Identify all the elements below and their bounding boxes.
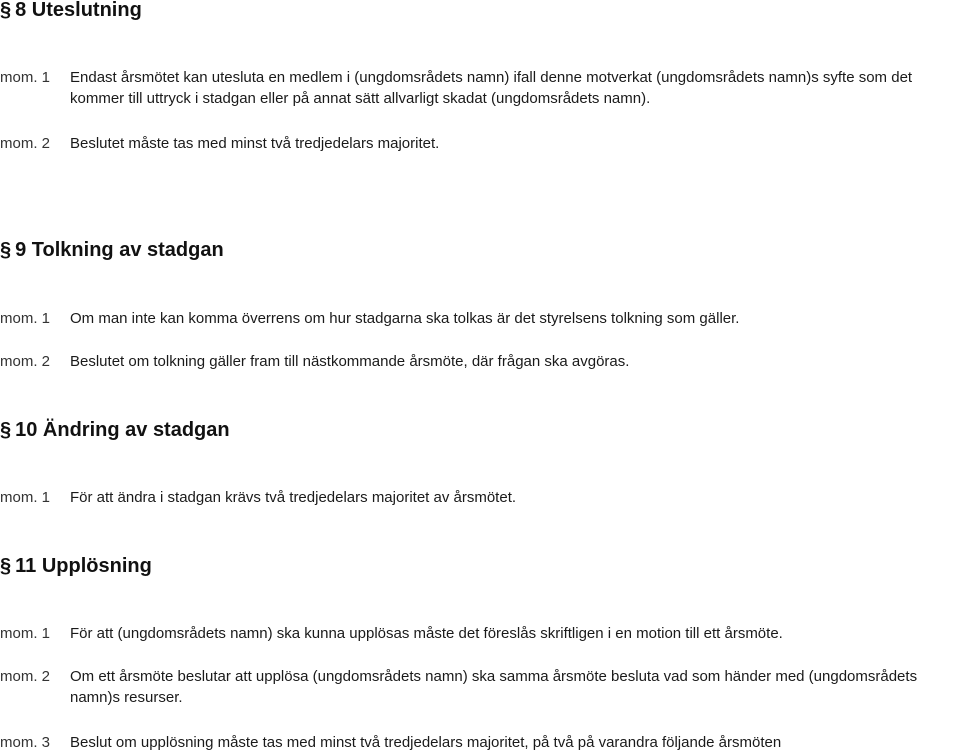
mom-label: mom. 1 (0, 310, 51, 327)
mom-label: mom. 2 (0, 668, 51, 685)
section-title: 8 Uteslutning (15, 0, 142, 21)
section-heading-9 (0, 238, 224, 262)
mom-label: mom. 3 (0, 734, 51, 751)
section-heading-8 (0, 0, 142, 22)
mom-text: För att ändra i stadgan krävs två tredjedelars majoritet av årsmötet. (70, 489, 517, 506)
mom-label: mom. 1 (0, 489, 51, 506)
section-mark: § (0, 239, 12, 261)
section-heading-10 (0, 418, 230, 442)
mom-text: Beslutet måste tas med minst två tredjedelars majoritet. (70, 135, 440, 152)
mom-text: Om man inte kan komma överrens om hur stadgarna ska tolkas är det styrelsens tolkning som gäller. (70, 310, 740, 327)
mom-text: Beslut om upplösning måste tas med minst två tredjedelars majoritet, på två på varandra följande årsmöten (70, 734, 782, 751)
mom-text: Om ett årsmöte beslutar att upplösa (ungdomsrådets namn) ska samma årsmöte besluta vad som händer med (ungdomsrådets namn)s resurser. (70, 668, 918, 706)
mom-label: mom. 1 (0, 69, 51, 86)
mom-text: Endast årsmötet kan utesluta en medlem i (ungdomsrådets namn) ifall denne motverkat (ungdomsrådets namn)s syfte som det kommer till uttryck i stadgan eller på annat sätt allvarligt skadat (ungdomsrådets namn). (70, 69, 913, 107)
mom-label: mom. 1 (0, 625, 51, 642)
section-heading-11 (0, 554, 152, 578)
section-mark: § (0, 0, 12, 21)
section-title: 11 Upplösning (15, 555, 152, 577)
mom-label: mom. 2 (0, 353, 51, 370)
mom-text: Beslutet om tolkning gäller fram till nästkommande årsmöte, där frågan ska avgöras. (70, 353, 630, 370)
mom-text: För att (ungdomsrådets namn) ska kunna upplösas måste det föreslås skriftligen i en motion till ett årsmöte. (70, 625, 783, 642)
section-mark: § (0, 419, 12, 441)
mom-label: mom. 2 (0, 135, 51, 152)
section-title: 9 Tolkning av stadgan (15, 239, 224, 261)
section-mark: § (0, 555, 12, 577)
section-title: 10 Ändring av stadgan (15, 419, 230, 441)
